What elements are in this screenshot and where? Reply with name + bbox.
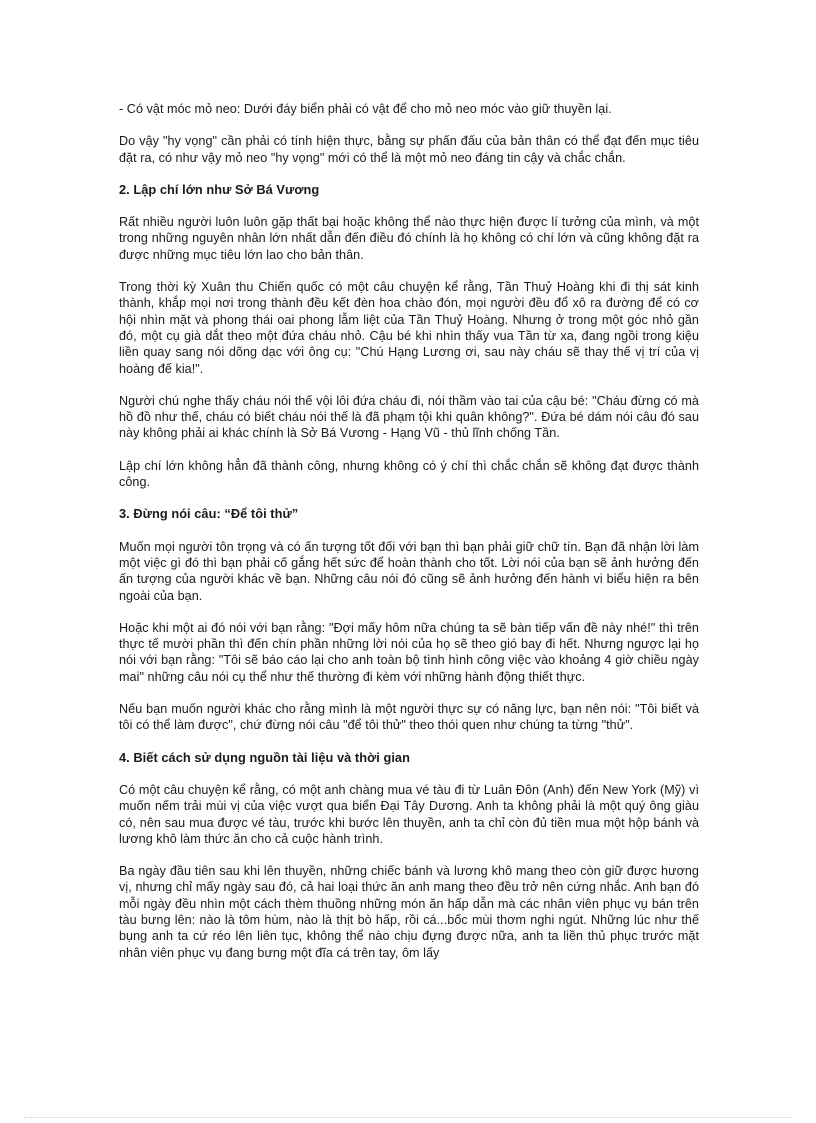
paragraph: Rất nhiều người luôn luôn gặp thất bại hoặc không thể nào thực hiện được lí tưởng của mình, và một trong những nguyên nhân lớn nhất dẫn đến điều đó chính là họ không có chí lớn và cũng không đặt ra được những mục tiêu lớn lao cho bản thân. — [119, 215, 699, 262]
section-heading: 3. Đừng nói câu: “Để tôi thử” — [119, 506, 299, 522]
paragraph: Muốn mọi người tôn trọng và có ấn tượng tốt đối với bạn thì bạn phải giữ chữ tín. Bạn đã nhận lời làm một việc gì đó thì bạn phải cố gắng hết sức để hoàn thành cho tốt. Lời nói của bạn sẽ ảnh hưởng đến ấn tượng của người khác về bạn. Những câu nói đó cũng sẽ ảnh hưởng đến hành vi biểu hiện ra bên ngoài của bạn. — [119, 539, 699, 603]
section-heading: 4. Biết cách sử dụng nguồn tài liệu và thời gian — [119, 749, 410, 765]
paragraph: - Có vật móc mỏ neo: Dưới đáy biển phải có vật để cho mỏ neo móc vào giữ thuyền lại. — [119, 102, 612, 116]
section-heading: 2. Lập chí lớn như Sở Bá Vương — [119, 181, 320, 197]
paragraph: Nếu bạn muốn người khác cho rằng mình là một người thực sự có năng lực, bạn nên nói: "Tôi biết và tôi có thể làm được", chứ đừng nói câu "để tôi thử" theo thói quen như chúng ta từng "thử". — [119, 702, 699, 733]
paragraph: Có một câu chuyện kể rằng, có một anh chàng mua vé tàu đi từ Luân Đôn (Anh) đến New York (Mỹ) vì muốn nếm trải mùi vị của việc vượt qua biển Đại Tây Dương. Anh ta không phải là một quý ông giàu có, nên sau mua được vé tàu, trước khi bước lên thuyền, anh ta chỉ còn đủ tiền mua một hộp bánh và lương khô làm thức ăn cho cả cuộc hành trình. — [119, 782, 699, 846]
page-bottom-divider — [24, 1117, 792, 1118]
paragraph: Lập chí lớn không hẳn đã thành công, nhưng không có ý chí thì chắc chắn sẽ không đạt được thành công. — [119, 458, 699, 490]
paragraph: Ba ngày đầu tiên sau khi lên thuyền, những chiếc bánh và lương khô mang theo còn giữ được hương vị, nhưng chỉ mấy ngày sau đó, cả hai loại thức ăn anh mang theo đều trở nên cứng nhắc. Anh bạn đó mỗi ngày đều nhìn một cách thèm thuồng những món ăn hấp dẫn mà các nhân viên phục vụ bán trên tàu bưng lên: nào là tôm hùm, nào là thịt bò hấp, rồi cá...bốc mùi thơm nghi ngút. Những lúc như thế bụng anh ta cứ réo lên liên tục, không thể nào chịu đựng được nữa, anh ta liền thủ phục trước mặt nhân viên phục vụ đang bưng một đĩa cá trên tay, ôm lấy — [119, 864, 699, 960]
paragraph: Người chú nghe thấy cháu nói thế vội lôi đứa cháu đi, nói thầm vào tai của cậu bé: "Cháu đừng có mà hồ đồ như thế, cháu có biết cháu nói thế là đã phạm tội khi quân không?". Đứa bé dám nói câu đó sau này không phải ai khác chính là Sở Bá Vương - Hạng Vũ - thủ lĩnh chống Tần. — [119, 393, 699, 441]
paragraph: Trong thời kỳ Xuân thu Chiến quốc có một câu chuyện kể rằng, Tần Thuỷ Hoàng khi đi thị sát kinh thành, khắp mọi nơi trong thành đều kết đèn hoa chào đón, mọi người đều đổ xô ra đường để có cơ hội nhìn mặt và phong thái oai phong lẫm liệt của Tần Thuỷ Hoàng. Nhưng ở trong một góc nhỏ gần đó, một cụ già dắt theo một đứa cháu nhỏ. Cậu bé khi nhìn thấy vua Tần từ xa, đang ngồi trong kiệu liền quay sang nói dõng dạc với ông cụ: "Chú Hạng Lương ơi, sau này cháu sẽ thay thế vị trí của vị hoàng đế kia!". — [119, 280, 699, 376]
paragraph: Do vậy "hy vọng" cần phải có tính hiện thực, bằng sự phấn đấu của bản thân có thể đạt đến mục tiêu đặt ra, có như vậy mỏ neo "hy vọng" mới có thể là một mỏ neo đáng tin cậy và chắc chắn. — [119, 134, 699, 165]
paragraph: Hoặc khi một ai đó nói với bạn rằng: "Đợi mấy hôm nữa chúng ta sẽ bàn tiếp vấn đề này nhé!" thì trên thực tế mười phần thì đến chín phần những lời nói của họ sẽ theo gió bay đi hết. Nhưng ngược lại họ nói với bạn rằng: "Tôi sẽ báo cáo lại cho anh toàn bộ tình hình công việc vào khoảng 4 giờ chiều ngày mai" những câu nói cụ thể như thế thường đi kèm với những hành động thiết thực. — [119, 620, 699, 684]
document-body — [119, 101, 699, 977]
